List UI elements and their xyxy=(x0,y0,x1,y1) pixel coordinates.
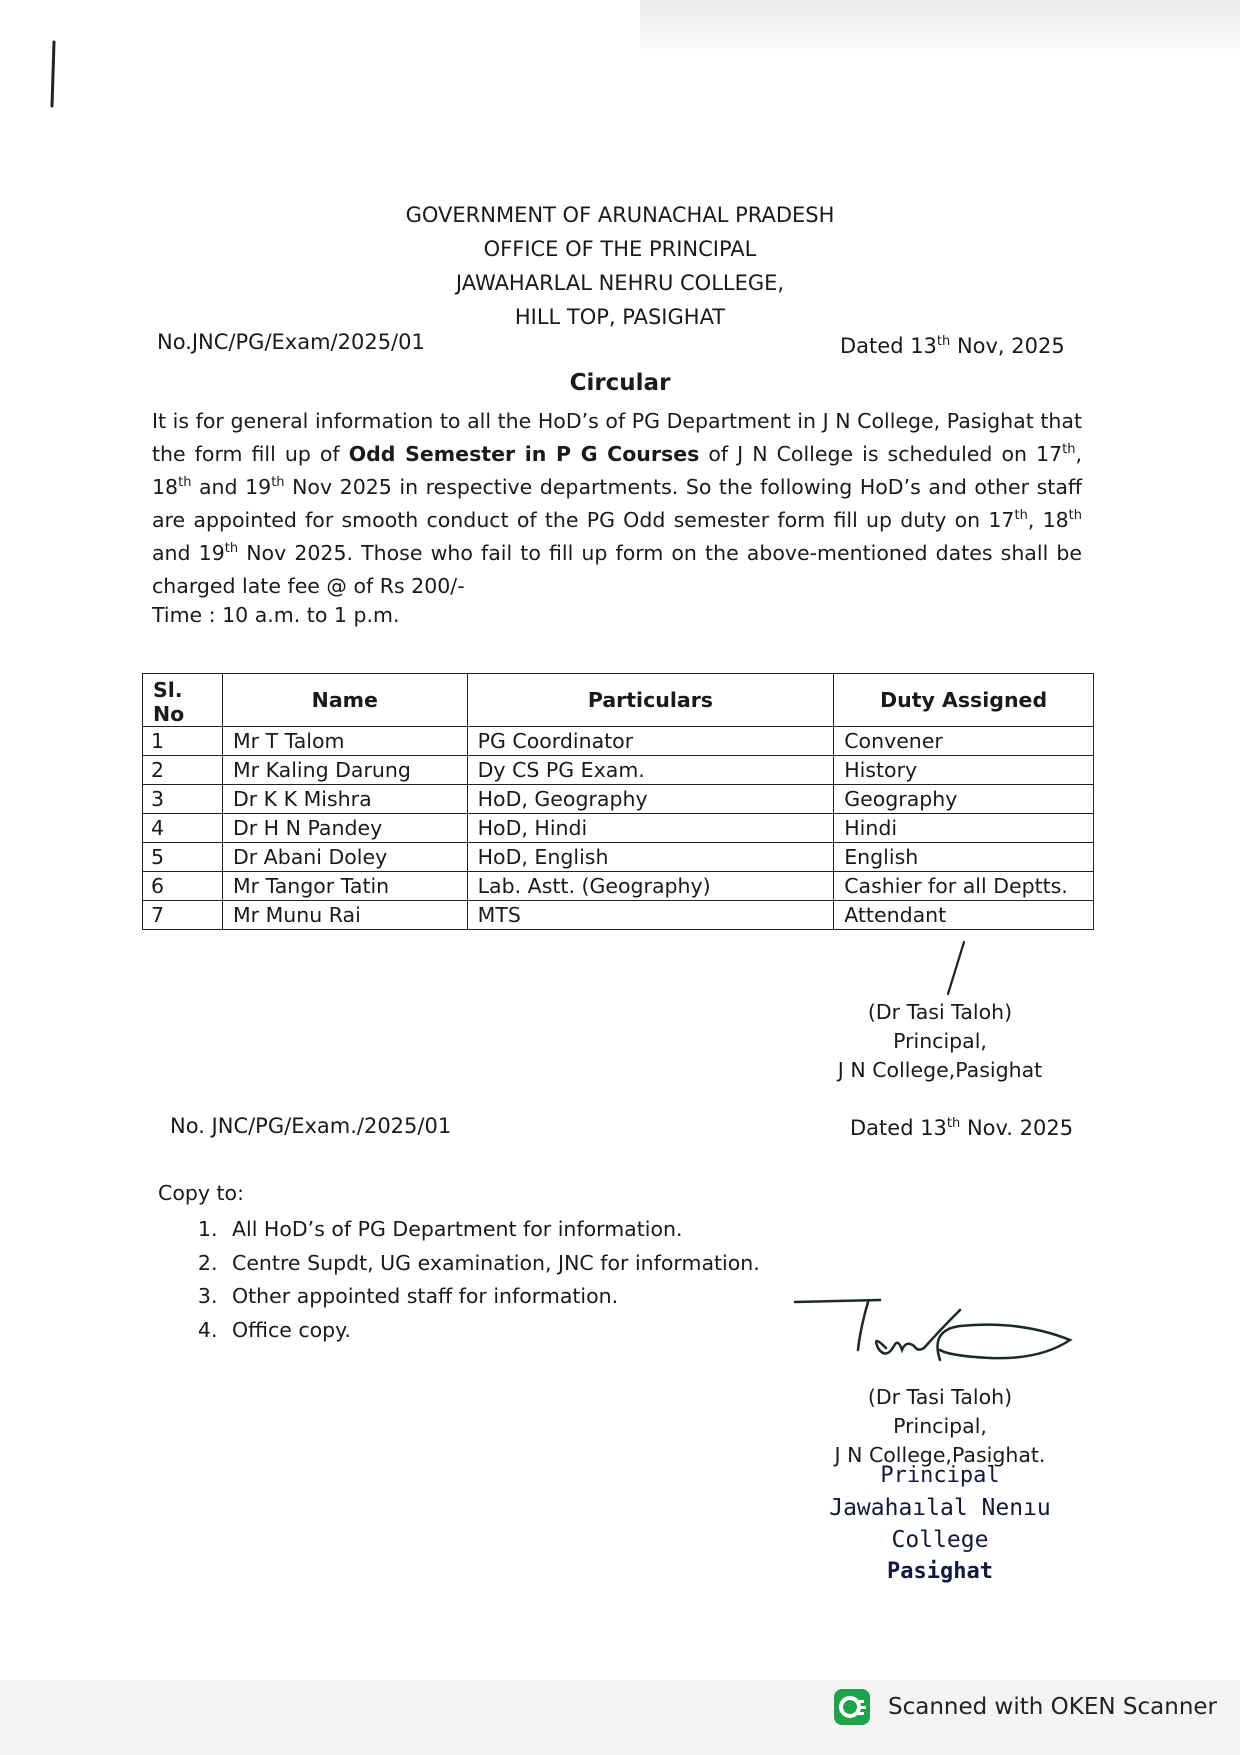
cell-particulars: Lab. Astt. (Geography) xyxy=(467,872,834,901)
stamp-title: Principal xyxy=(880,1463,1000,1488)
table-row xyxy=(143,814,1094,843)
table-row xyxy=(143,872,1094,901)
cell-particulars: Dy CS PG Exam. xyxy=(467,756,834,785)
table-header-row xyxy=(143,674,1094,727)
oken-scanner-logo-icon xyxy=(832,1687,872,1727)
date-line: Dated 13th Nov, 2025 xyxy=(840,334,1065,358)
table-row xyxy=(143,756,1094,785)
cell-sl: 3 xyxy=(143,785,223,814)
cell-sl: 4 xyxy=(143,814,223,843)
scanner-watermark xyxy=(832,1687,1217,1727)
cell-duty: Hindi xyxy=(834,814,1094,843)
list-item: 1. All HoD’s of PG Department for information. xyxy=(224,1213,760,1247)
cell-particulars: HoD, Hindi xyxy=(467,814,834,843)
cell-particulars: HoD, English xyxy=(467,843,834,872)
cell-particulars: MTS xyxy=(467,901,834,930)
signatory-name: (Dr Tasi Taloh) xyxy=(867,1385,1013,1409)
circular-title: Circular xyxy=(569,370,671,396)
cell-duty: English xyxy=(834,843,1094,872)
copy-to-list xyxy=(160,1213,760,1347)
cell-sl: 7 xyxy=(143,901,223,930)
scanner-text: Scanned with OKEN Scanner xyxy=(888,1694,1217,1720)
duty-table xyxy=(142,673,1094,930)
cell-name: Dr K K Mishra xyxy=(222,785,467,814)
cell-duty: Convener xyxy=(834,727,1094,756)
cell-particulars: HoD, Geography xyxy=(467,785,834,814)
signatory-block-2 xyxy=(820,1383,1060,1470)
cell-particulars: PG Coordinator xyxy=(467,727,834,756)
signatory-designation: Principal, xyxy=(893,1029,987,1053)
header-line-college: JAWAHARLAL NEHRU COLLEGE, xyxy=(455,271,785,295)
signatory-block-1 xyxy=(820,998,1060,1085)
header-line-address: HILL TOP, PASIGHAT xyxy=(514,305,726,329)
principal-stamp xyxy=(790,1460,1090,1588)
reference-number-copy: No. JNC/PG/Exam./2025/01 xyxy=(170,1114,452,1138)
header-line-government: GOVERNMENT OF ARUNACHAL PRADESH xyxy=(405,203,835,227)
column-header-sl: Sl. No xyxy=(143,674,223,727)
cell-name: Mr Tangor Tatin xyxy=(222,872,467,901)
stamp-college: Jawahaılal Nenıu College xyxy=(829,1495,1051,1553)
table-row xyxy=(143,901,1094,930)
initial-stroke-signature xyxy=(940,938,970,998)
cell-sl: 2 xyxy=(143,756,223,785)
list-item: 3. Other appointed staff for information. xyxy=(224,1280,760,1314)
cell-name: Mr Munu Rai xyxy=(222,901,467,930)
cell-name: Dr H N Pandey xyxy=(222,814,467,843)
reference-number: No.JNC/PG/Exam/2025/01 xyxy=(157,330,425,354)
list-item: 4. Office copy. xyxy=(224,1314,760,1348)
circular-body: It is for general information to all the HoD’s of PG Department in J N College, Pasighat that the form fill up of Odd Semester in P G Courses of J N College is scheduled on 17th, 18th and 19th Nov 2025 in respective departments. So the following HoD’s and other staff are appointed for smooth conduct of the PG Odd semester form fill up duty on 17th, 18th and 19th Nov 2025. Those who fail to fill up form on the above-mentioned dates shall be charged late fee @ of Rs 200/- xyxy=(152,409,1083,598)
table-row xyxy=(143,785,1094,814)
cell-name: Dr Abani Doley xyxy=(222,843,467,872)
cell-duty: Geography xyxy=(834,785,1094,814)
scan-shadow-top xyxy=(640,0,1240,60)
date-line-copy: Dated 13th Nov. 2025 xyxy=(850,1116,1074,1140)
cell-sl: 1 xyxy=(143,727,223,756)
table-row xyxy=(143,843,1094,872)
header-line-office: OFFICE OF THE PRINCIPAL xyxy=(483,237,757,261)
signatory-name: (Dr Tasi Taloh) xyxy=(867,1000,1013,1024)
cell-sl: 5 xyxy=(143,843,223,872)
copy-to-label: Copy to: xyxy=(158,1181,245,1205)
cell-duty: Attendant xyxy=(834,901,1094,930)
letterhead xyxy=(0,198,1240,334)
signatory-college: J N College,Pasighat xyxy=(837,1058,1043,1082)
cell-duty: History xyxy=(834,756,1094,785)
signatory-college: J N College,Pasighat. xyxy=(834,1443,1046,1467)
cell-name: Mr T Talom xyxy=(222,727,467,756)
stamp-place: Pasighat xyxy=(887,1559,993,1584)
signatory-designation: Principal, xyxy=(893,1414,987,1438)
column-header-particulars: Particulars xyxy=(467,674,834,727)
pen-stroke-mark xyxy=(44,40,64,110)
cell-sl: 6 xyxy=(143,872,223,901)
time-line: Time : 10 a.m. to 1 p.m. xyxy=(152,603,400,627)
cell-name: Mr Kaling Darung xyxy=(222,756,467,785)
column-header-duty: Duty Assigned xyxy=(834,674,1094,727)
table-row xyxy=(143,727,1094,756)
column-header-name: Name xyxy=(222,674,467,727)
list-item: 2. Centre Supdt, UG examination, JNC for information. xyxy=(224,1247,760,1281)
cell-duty: Cashier for all Deptts. xyxy=(834,872,1094,901)
handwritten-signature xyxy=(790,1290,1090,1380)
